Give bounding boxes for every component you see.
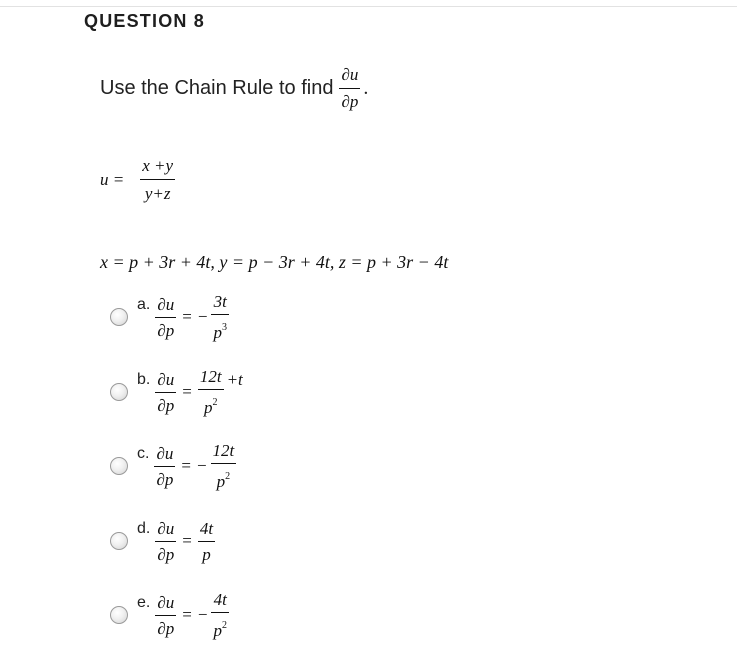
rhs-denominator-exponent: 2 xyxy=(225,471,231,482)
answer-option-a[interactable] xyxy=(110,287,229,347)
fraction-bar xyxy=(155,615,176,616)
rhs-fraction xyxy=(211,590,229,640)
option-letter: a. xyxy=(137,296,151,313)
rhs-numerator: 12t xyxy=(212,441,235,460)
function-definition xyxy=(100,155,175,204)
lhs-fraction xyxy=(154,444,175,489)
rhs-denominator-base: p xyxy=(213,621,222,640)
lhs-denominator: ∂p xyxy=(157,544,175,564)
lhs-numerator: ∂u xyxy=(157,518,175,538)
lhs-fraction xyxy=(155,370,176,415)
rhs-denominator xyxy=(202,393,220,417)
radio-button-e[interactable] xyxy=(110,606,128,624)
radio-button-b[interactable] xyxy=(110,383,128,401)
fraction-bar xyxy=(140,179,175,180)
lhs-fraction xyxy=(155,593,176,638)
option-letter: b. xyxy=(137,371,151,388)
function-fraction xyxy=(140,155,175,204)
option-expression xyxy=(155,367,242,417)
rhs-denominator xyxy=(211,616,229,640)
rhs-numerator: 12t xyxy=(199,367,222,386)
option-letter: d. xyxy=(137,520,151,537)
minus-sign: − xyxy=(196,456,207,475)
lhs-denominator: ∂p xyxy=(157,618,175,638)
rhs-fraction xyxy=(198,367,224,417)
lhs-denominator: ∂p xyxy=(157,395,175,415)
fraction-bar xyxy=(198,389,224,390)
option-expression xyxy=(155,292,229,342)
lhs-numerator: ∂u xyxy=(157,369,175,389)
equals-sign: = xyxy=(182,307,192,326)
rhs-denominator-exponent: 2 xyxy=(212,397,218,408)
prompt-text: Use the Chain Rule to find xyxy=(100,76,334,99)
lhs-numerator: ∂u xyxy=(157,294,175,314)
option-expression xyxy=(155,590,229,640)
radio-button-c[interactable] xyxy=(110,457,128,475)
fraction-bar xyxy=(339,88,360,89)
target-derivative-numerator: ∂u xyxy=(341,64,359,84)
question-title: QUESTION 8 xyxy=(84,11,206,31)
answer-option-e[interactable] xyxy=(110,585,229,645)
radio-button-a[interactable] xyxy=(110,308,128,326)
fraction-bar xyxy=(211,463,237,464)
function-lhs: u = xyxy=(100,169,125,189)
fraction-bar xyxy=(155,392,176,393)
rhs-numerator: 4t xyxy=(199,518,214,538)
equals-sign: = xyxy=(182,382,192,401)
function-denominator: y+z xyxy=(144,184,171,203)
equals-sign: = xyxy=(181,456,191,475)
rhs-denominator xyxy=(211,318,229,342)
question-prompt xyxy=(100,60,368,116)
option-expression xyxy=(155,519,215,564)
additional-term: +t xyxy=(226,370,243,389)
minus-sign: − xyxy=(197,605,208,624)
answer-option-d[interactable] xyxy=(110,511,215,571)
fraction-bar xyxy=(211,612,229,613)
radio-button-d[interactable] xyxy=(110,532,128,550)
lhs-fraction xyxy=(155,295,176,340)
fraction-bar xyxy=(211,314,229,315)
option-expression xyxy=(154,441,236,491)
fraction-bar xyxy=(154,466,175,467)
fraction-bar xyxy=(198,541,215,542)
rhs-denominator xyxy=(215,467,233,491)
rhs-fraction xyxy=(211,292,229,342)
rhs-fraction xyxy=(211,441,237,491)
rhs-numerator: 4t xyxy=(213,590,227,609)
option-letter: c. xyxy=(137,445,150,462)
rhs-denominator-base: p xyxy=(216,472,226,491)
target-derivative-denominator: ∂p xyxy=(341,91,359,111)
rhs-fraction xyxy=(198,519,215,564)
prompt-period: . xyxy=(363,76,369,99)
fraction-bar xyxy=(155,317,176,318)
equals-sign: = xyxy=(182,605,192,624)
lhs-numerator: ∂u xyxy=(157,592,175,612)
rhs-numerator: 3t xyxy=(213,292,227,311)
lhs-numerator: ∂u xyxy=(156,443,174,463)
answer-option-c[interactable] xyxy=(110,436,236,496)
option-letter: e. xyxy=(137,594,151,611)
target-derivative xyxy=(339,65,360,112)
minus-sign: − xyxy=(197,307,208,326)
lhs-denominator: ∂p xyxy=(157,320,175,340)
lhs-fraction xyxy=(155,519,176,564)
equals-sign: = xyxy=(182,531,192,550)
substitution-equations: x = p + 3r + 4t, y = p − 3r + 4t, z = p + 3r − 4t xyxy=(100,252,449,272)
lhs-denominator: ∂p xyxy=(156,469,174,489)
rhs-denominator-base: p xyxy=(213,323,222,342)
fraction-bar xyxy=(155,541,176,542)
rhs-denominator: p xyxy=(202,544,211,564)
top-divider xyxy=(0,6,737,7)
rhs-denominator-exponent: 2 xyxy=(221,620,227,631)
answer-option-b[interactable] xyxy=(110,362,243,422)
function-numerator: x +y xyxy=(142,156,174,175)
rhs-denominator-base: p xyxy=(203,398,213,417)
rhs-denominator-exponent: 3 xyxy=(221,322,227,333)
